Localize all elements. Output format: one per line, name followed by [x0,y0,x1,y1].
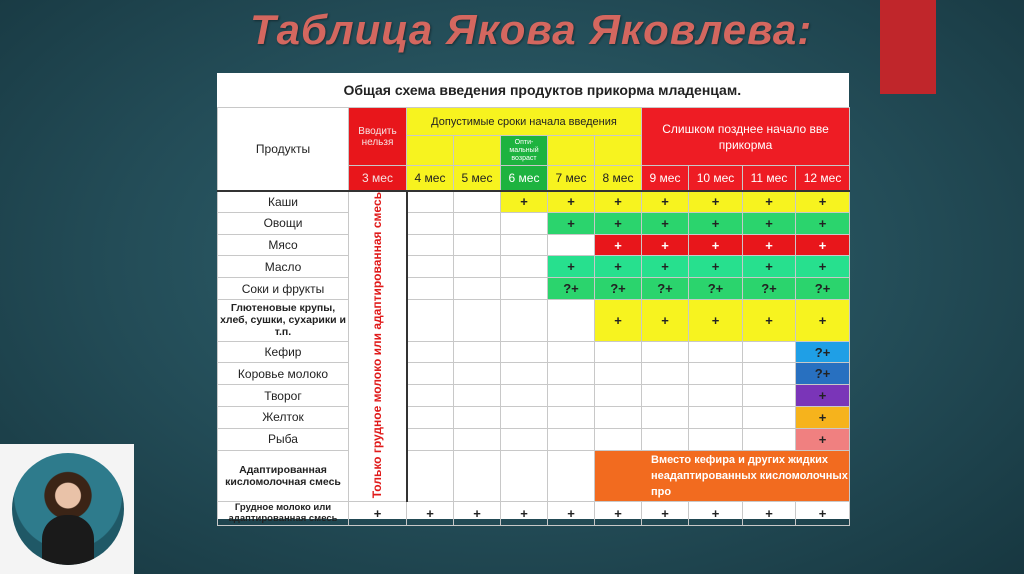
feeding-table [217,73,849,525]
cell: + [595,191,642,213]
cell: + [689,300,743,342]
cell: + [548,501,595,525]
cell [689,385,743,407]
cell [454,407,501,429]
cell: ?+ [689,278,743,300]
cell [642,341,689,363]
cell [501,428,548,450]
table-row [218,341,850,363]
cell: + [689,501,743,525]
cell [501,234,548,256]
cell: + [595,501,642,525]
cell: + [642,191,689,213]
table-row [218,300,850,342]
cell [642,385,689,407]
cell [689,428,743,450]
cell [407,428,454,450]
cell: + [796,300,850,342]
cell [743,385,796,407]
header-too-late: Слишком позднее начало вве прикорма [642,108,850,166]
cell: ?+ [595,278,642,300]
cell [689,341,743,363]
cell [595,428,642,450]
cell [743,363,796,385]
cell: + [642,234,689,256]
cell [501,363,548,385]
table-row [218,191,850,213]
table-row [218,501,850,525]
cell: + [796,256,850,278]
product-name: Адаптированная кисломолочная смесь [218,450,349,501]
month-label: 4 мес [407,166,454,191]
cell [743,341,796,363]
vertical-note: Только грудное молоко или адаптированная смесь [369,191,384,498]
cell: + [548,256,595,278]
cell: ?+ [796,341,850,363]
page-title: Таблица Якова Яковлева: [250,6,813,53]
month-label: 3 мес [349,166,407,191]
cell [407,278,454,300]
cell [454,191,501,213]
cell: ?+ [796,278,850,300]
cell [642,407,689,429]
cell: + [407,501,454,525]
cell: + [454,501,501,525]
product-name: Коровье молоко [218,363,349,385]
cell: + [595,212,642,234]
cell [548,341,595,363]
cell [548,385,595,407]
cell [407,341,454,363]
product-name: Желток [218,407,349,429]
table-row [218,234,850,256]
header-blank [548,136,595,166]
month-label: 5 мес [454,166,501,191]
product-name: Глютеновые крупы, хлеб, сушки, сухарики и т.п. [218,300,349,342]
month-label: 7 мес [548,166,595,191]
cell: + [642,256,689,278]
cell: + [501,191,548,213]
cell [501,450,548,501]
cell: + [595,234,642,256]
cell: + [796,234,850,256]
cell: + [796,428,850,450]
cell: ?+ [548,278,595,300]
cell [407,212,454,234]
header-blank [454,136,501,166]
cell [501,256,548,278]
month-label: 10 мес [689,166,743,191]
cell: + [743,191,796,213]
cell: + [796,501,850,525]
cell: + [743,256,796,278]
cell [548,300,595,342]
schedule-table [217,73,850,526]
cell: + [642,212,689,234]
cell: ?+ [642,278,689,300]
cell [743,407,796,429]
product-name: Кефир [218,341,349,363]
decorative-red-bar [880,0,936,94]
cell [454,256,501,278]
product-name: Мясо [218,234,349,256]
cell: + [642,300,689,342]
cell: + [689,191,743,213]
cell: + [743,212,796,234]
product-name: Каши [218,191,349,213]
cell [642,363,689,385]
cell [407,256,454,278]
cell [407,300,454,342]
cell: + [689,256,743,278]
cell [454,234,501,256]
cell: + [548,191,595,213]
cell: + [501,501,548,525]
cell: + [548,212,595,234]
cell: ?+ [743,278,796,300]
cell [407,385,454,407]
table-row [218,212,850,234]
cell [501,278,548,300]
cell [548,428,595,450]
header-optimal: Опти-мальный возраст [501,136,548,166]
cell [454,363,501,385]
month-label: 12 мес [796,166,850,191]
header-products: Продукты [218,108,349,191]
cell [743,428,796,450]
cell [595,341,642,363]
month-label: 6 мес [501,166,548,191]
cell [454,385,501,407]
cell [548,234,595,256]
table-row [218,278,850,300]
cell [501,300,548,342]
cell [454,300,501,342]
product-name: Соки и фрукты [218,278,349,300]
cell: + [796,407,850,429]
cell: + [689,234,743,256]
cell [407,191,454,213]
adapted-note: Вместо кефира и других жидких неадаптированных кисломолочных про [595,450,850,501]
header-blank [595,136,642,166]
cell [407,450,454,501]
cell [407,363,454,385]
vertical-note-cell [349,191,407,502]
header-allowed: Допустимые сроки начала введения [407,108,642,136]
cell: + [349,501,407,525]
cell: ?+ [796,363,850,385]
month-label: 11 мес [743,166,796,191]
table-row [218,363,850,385]
product-name: Масло [218,256,349,278]
cell [454,278,501,300]
cell [501,407,548,429]
cell [595,407,642,429]
table-row [218,385,850,407]
cell: + [796,191,850,213]
cell [689,407,743,429]
cell [454,450,501,501]
table-row [218,428,850,450]
table-row [218,450,850,501]
cell: + [743,501,796,525]
cell [501,385,548,407]
cell: + [796,385,850,407]
table-row [218,256,850,278]
cell: + [743,300,796,342]
product-name: Овощи [218,212,349,234]
cell [501,212,548,234]
cell [642,428,689,450]
cell: + [595,300,642,342]
cell [689,363,743,385]
cell: + [743,234,796,256]
product-name: Грудное молоко или адаптированная смесь [218,501,349,525]
cell [407,234,454,256]
cell [454,428,501,450]
cell [454,212,501,234]
product-name: Творог [218,385,349,407]
cell [548,407,595,429]
product-name: Рыба [218,428,349,450]
cell: + [689,212,743,234]
month-label: 8 мес [595,166,642,191]
table-caption: Общая схема введения продуктов прикорма младенцам. [343,82,742,98]
cell [407,407,454,429]
cell: + [642,501,689,525]
cell: + [595,256,642,278]
cell [501,341,548,363]
header-blank [407,136,454,166]
cell [454,341,501,363]
table-row [218,407,850,429]
cell: + [796,212,850,234]
header-forbidden: Вводить нельзя [349,108,407,166]
avatar [12,453,124,565]
cell [548,363,595,385]
month-label: 9 мес [642,166,689,191]
cell [548,450,595,501]
cell [595,363,642,385]
cell [595,385,642,407]
author-photo [0,444,134,574]
